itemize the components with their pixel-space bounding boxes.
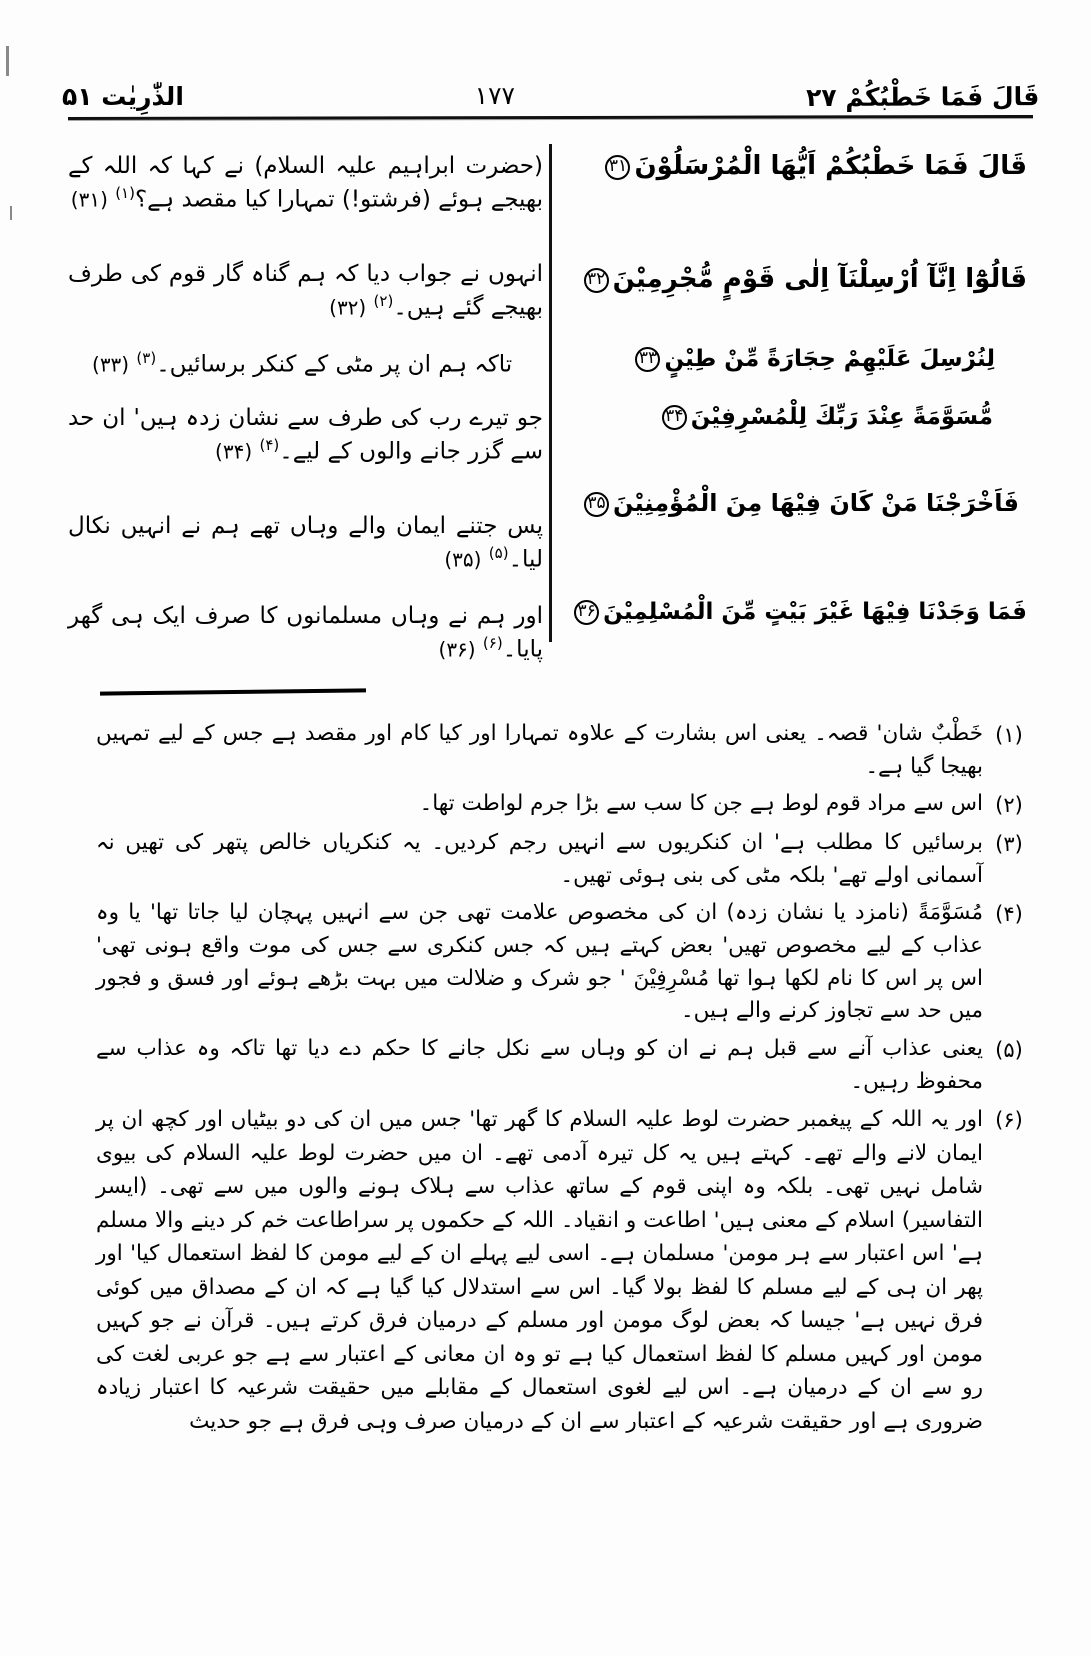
footnote-item <box>96 718 1035 783</box>
footnote-reference[interactable]: (۳) <box>136 349 157 367</box>
arabic-verse-text: فَاَخْرَجْنَا مَنْ كَانَ فِيْهَا مِنَ الْمُؤْمِنِيْنَ <box>613 489 1019 517</box>
arabic-verse-33 <box>633 347 995 372</box>
arabic-verse-text: مُّسَوَّمَةً عِنْدَ رَبِّكَ لِلْمُسْرِفِيْنَ <box>690 404 993 430</box>
footnote-reference[interactable]: (۲) <box>373 292 394 311</box>
header-surah-name: الذّٰرِيٰت ۵۱ <box>62 81 184 111</box>
footnote-number: (۴) <box>995 902 1023 927</box>
urdu-translation-column <box>62 140 561 663</box>
urdu-translation-text: اور ہم نے وہاں مسلمانوں کا صرف ایک ہی گھر پایا۔ <box>68 603 543 663</box>
verse-marker: (۳۴) <box>215 440 253 464</box>
urdu-translation-36 <box>68 600 543 667</box>
urdu-translation-text: جو تیرے رب کی طرف سے نشان زدہ ہیں' ان حد سے گزر جانے والوں کے لیے۔ <box>68 405 543 465</box>
running-header <box>62 58 1039 112</box>
footnote-item <box>96 1033 1035 1098</box>
header-divider-rule <box>68 115 1033 120</box>
footnote-reference[interactable]: (۱) <box>115 184 135 203</box>
footnote-item <box>96 827 1035 892</box>
ayah-number-badge: ۳۶ <box>574 600 599 625</box>
arabic-verse-text: فَمَا وَجَدْنَا فِيْهَا غَيْرَ بَيْتٍ مِّنَ الْمُسْلِمِيْنَ <box>603 599 1027 625</box>
footnote-number: (۵) <box>995 1037 1023 1062</box>
ayah-number-badge: ۳۳ <box>635 347 660 372</box>
footnote-text: مُسَوَّمَةً (نامزد یا نشان زدہ) ان کی مخصوص علامت تھی جن سے انہیں پہچان لیا جاتا تھا' یا وہ عذاب کے لیے مخصوص تھیں' بعض کہتے ہیں کہ جس کنکری سے جس کی موت واقع ہونی تھی' اس پر اس کا نام لکھا ہوا تھا مُسْرِفِیْنَ ' جو شرک و ضلالت میں بہت بڑھے ہوئے اور فسق و فجور میں حد سے تجاوز کرنے والے ہیں۔ <box>96 900 983 1024</box>
arabic-verse-column <box>561 140 1041 660</box>
footnote-text: برسائیں کا مطلب ہے' ان کنکریوں سے انہیں رجم کردیں۔ یہ کنکریاں خالص پتھر کی تھیں نہ آسمانی اولے تھے' بلکہ مٹی کی بنی ہوئی تھیں۔ <box>96 829 983 888</box>
urdu-translation-text: (حضرت ابراہیم علیہ السلام) نے کہا کہ اللہ کے بھیجے ہوئے (فرشتو!) تمہارا کیا مقصد ہے؟ <box>68 153 543 213</box>
footnote-text: اور یہ اللہ کے پیغمبر حضرت لوط علیہ السلام کا گھر تھا' جس میں ان کی دو بیٹیاں اور کچھ ان پر ایمان لانے والے تھے۔ کہتے ہیں یہ کل تیرہ آدمی تھے۔ ان میں حضرت لوط علیہ السلام کی بیوی شامل نہیں تھی۔ بلکہ وہ اپنی قوم کے ساتھ عذاب سے ہلاک ہونے والوں میں سے تھی۔ (ایسر التفاسیر) اسلام کے معنی ہیں' اطاعت و انقیاد۔ اللہ کے حکموں پر سراطاعت خم کر دینے والا مسلم ہے' اس اعتبار سے ہر مومن' مسلمان ہے۔ اسی لیے پہلے ان کے لیے مومن کا لفظ استعمال کیا' اور پھر ان ہی کے لیے مسلم کا لفظ بولا گیا۔ اس سے استدلال کیا گیا ہے کہ ان کے مصداق میں کوئی فرق نہیں ہے' جیسا کہ بعض لوگ مومن اور مسلم کے درمیان فرق کرتے ہیں۔ قرآن نے جو کہیں مومن اور کہیں مسلم کا لفظ استعمال کیا ہے تو وہ ان معانی کے اعتبار سے ہے جو عربی لغت کی رو سے ان کے درمیان ہے۔ اس لیے لغوی استعمال کے مقابلے میں حقیقت شرعیہ کا اعتبار زیادہ ضروری ہے اور حقیقت شرعیہ کے اعتبار سے ان کے درمیان صرف وہی فرق ہے جو حدیث <box>96 1107 983 1434</box>
scripture-block <box>62 140 1041 663</box>
footnote-number: (۲) <box>995 793 1023 818</box>
verse-marker: (۳۳) <box>92 352 130 377</box>
verse-marker: (۳۲) <box>329 296 367 320</box>
ayah-number-badge: ۳۴ <box>662 405 687 430</box>
urdu-translation-32 <box>68 258 543 325</box>
footnote-reference[interactable]: (۶) <box>482 634 503 653</box>
ayah-number-badge: ۳۲ <box>584 268 609 293</box>
scan-artifact <box>6 46 9 76</box>
arabic-verse-35 <box>582 490 1019 517</box>
footnote-reference[interactable]: (۵) <box>488 544 509 563</box>
arabic-verse-36 <box>572 600 1027 625</box>
footnote-number: (۳) <box>995 831 1023 856</box>
urdu-translation-31 <box>68 150 543 217</box>
page-number: ۱۷۷ <box>474 81 515 110</box>
footnote-reference[interactable]: (۴) <box>259 436 280 455</box>
footnote-item <box>96 897 1035 1028</box>
arabic-verse-31 <box>603 152 1027 181</box>
arabic-verse-32 <box>582 265 1027 294</box>
arabic-verse-text: قَالُوْٓا اِنَّآ اُرْسِلْنَآ اِلٰى قَوْمٍ مُّجْرِمِيْنَ <box>612 264 1027 294</box>
footnotes-section <box>96 718 1035 1638</box>
urdu-translation-35 <box>68 510 543 577</box>
urdu-translation-33 <box>92 348 543 382</box>
ayah-number-badge: ۳۵ <box>584 492 609 517</box>
footnote-item <box>96 1103 1035 1438</box>
verse-marker: (۳۵) <box>444 548 482 572</box>
verse-marker: (۳۶) <box>438 638 476 662</box>
urdu-translation-text: تاکہ ہم ان پر مٹی کے کنکر برسائیں۔ <box>156 351 513 378</box>
arabic-verse-text: لِنُرْسِلَ عَلَيْهِمْ حِجَارَةً مِّنْ طِيْنٍ <box>664 346 995 372</box>
header-surah-title: قَالَ فَمَا خَطْبُكُمْ ۲۷ <box>805 81 1040 112</box>
urdu-translation-34 <box>68 402 543 469</box>
verse-marker: (۳۱) <box>70 188 108 212</box>
arabic-verse-34 <box>660 405 993 430</box>
footnote-text: یعنی عذاب آنے سے قبل ہم نے ان کو وہاں سے نکل جانے کا حکم دے دیا تھا تاکہ وہ عذاب سے محفوظ رہیں۔ <box>96 1035 983 1094</box>
footnote-item <box>96 788 1035 822</box>
arabic-verse-text: قَالَ فَمَا خَطْبُكُمْ اَيُّهَا الْمُرْسَلُوْنَ <box>634 151 1027 181</box>
footnote-text: اس سے مراد قوم لوط ہے جن کا سب سے بڑا جرم لواطت تھا۔ <box>419 791 983 817</box>
ayah-number-badge: ۳۱ <box>605 155 630 180</box>
footnote-divider-rule <box>100 688 366 695</box>
scan-artifact <box>10 206 12 220</box>
footnote-number: (۱) <box>995 723 1023 747</box>
urdu-translation-text: پس جتنے ایمان والے وہاں تھے ہم نے انہیں نکال لیا۔ <box>68 513 543 573</box>
urdu-translation-text: انہوں نے جواب دیا کہ ہم گناہ گار قوم کی طرف بھیجے گئے ہیں۔ <box>68 261 543 321</box>
footnote-text: خَطْبٌ شان' قصہ۔ یعنی اس بشارت کے علاوہ تمہارا اور کیا کام اور مقصد ہے جس کے لیے تمہیں بھیجا گیا ہے۔ <box>96 721 983 779</box>
footnote-number: (۶) <box>995 1108 1023 1133</box>
